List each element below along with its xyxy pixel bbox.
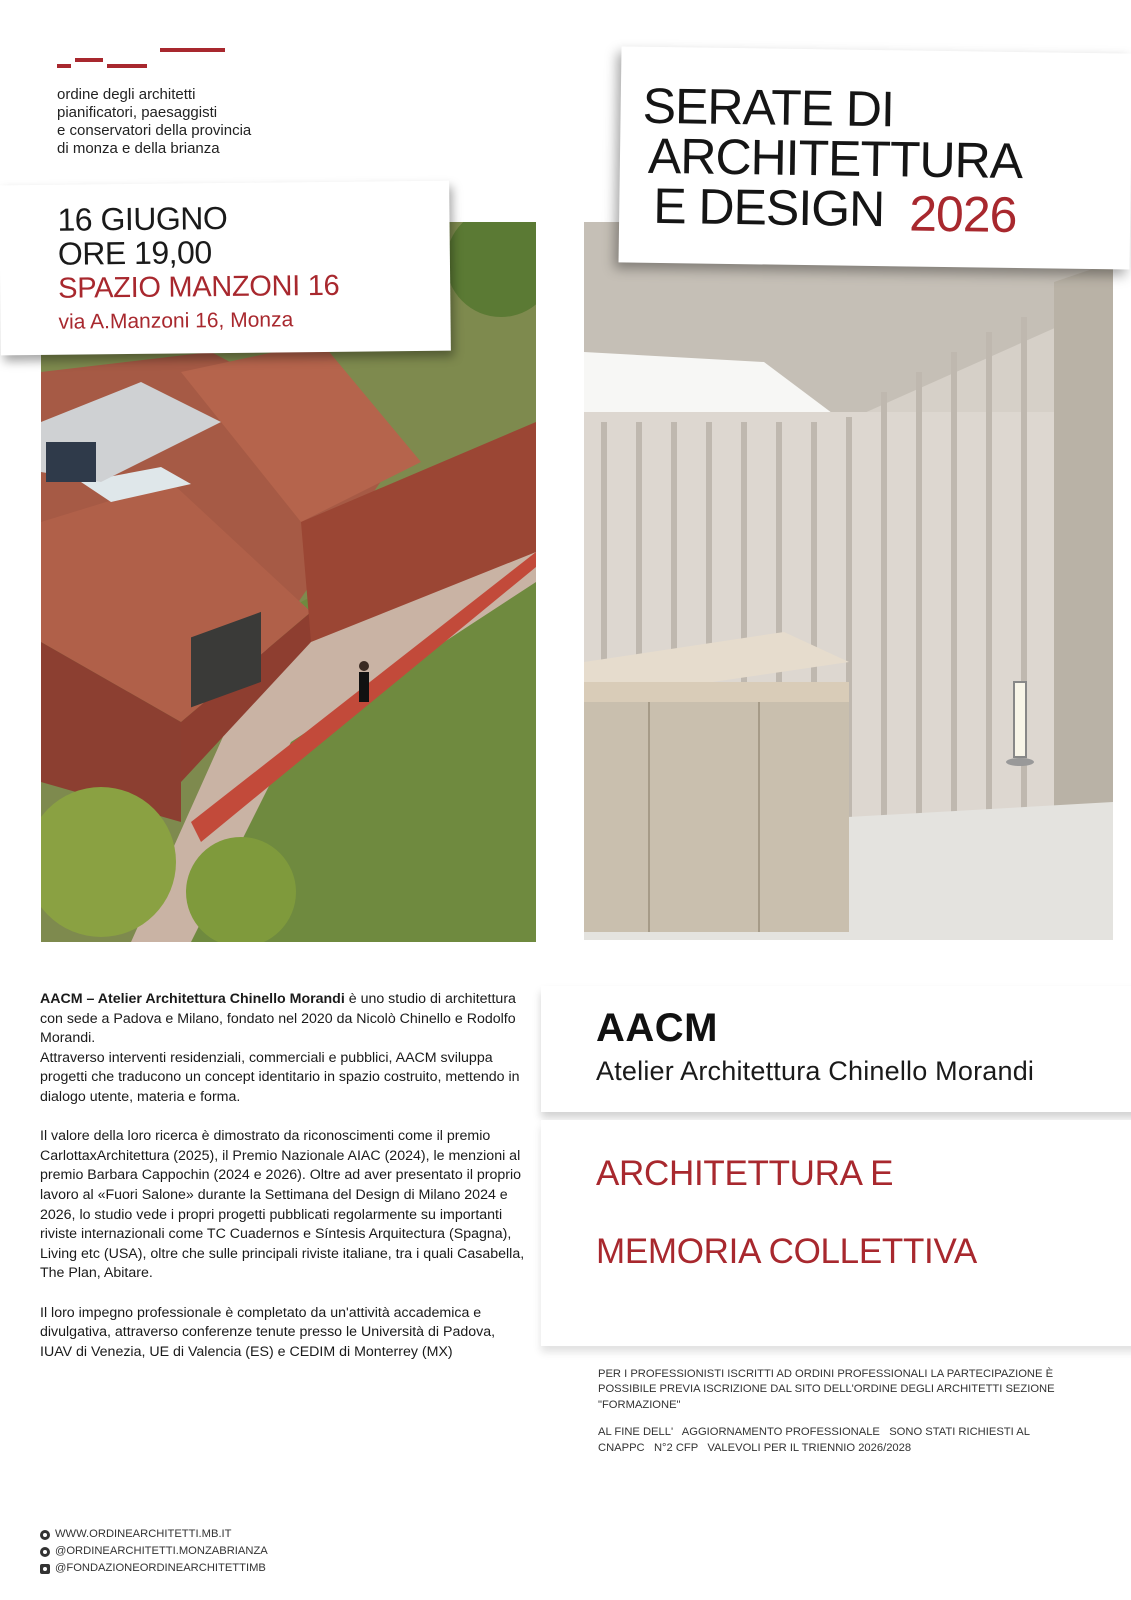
- org-line: di monza e della brianza: [57, 140, 220, 157]
- title-line-3: E DESIGN: [652, 177, 885, 238]
- paragraph-academic: Il loro impegno professionale è completato da un'attività accademica e divulgativa, attraverso conferenze tenute presso le Università di Padova, IUAV di Venezia, UE di Valencia (ES) e CEDIM di Monterrey (MX): [40, 1304, 496, 1360]
- event-time: ORE 19,00: [57, 234, 212, 272]
- org-line: pianificatori, paesaggisti: [57, 104, 218, 121]
- theme-panel: [541, 1120, 1131, 1346]
- title-line-2: ARCHITETTURA: [647, 127, 1023, 190]
- globe-icon: [40, 1530, 50, 1540]
- event-venue: SPAZIO MANZONI 16: [58, 269, 340, 305]
- title-year: 2026: [908, 185, 1017, 243]
- intro-text-2: Attraverso interventi residenziali, commerciali e pubblici, AACM sviluppa progetti che traducono un concept identitario in spazio costruito, mettendo in dialogo utente, materia e forma.: [40, 1049, 520, 1105]
- studio-description: [40, 990, 530, 1382]
- event-address: via A.Manzoni 16, Monza: [58, 308, 294, 334]
- instagram-icon: [40, 1564, 50, 1574]
- title-card: [619, 46, 1131, 269]
- studio-acronym: AACM: [596, 1006, 718, 1050]
- org-name: [57, 86, 251, 158]
- paragraph-awards: Il valore della loro ricerca è dimostrato da riconoscimenti come il premio CarlottaxArchitettura (2025), il Premio Nazionale AIAC (2024), le menzioni al premio Barbara Cappochin (2024 e 2026). Oltre ad aver presentato il proprio lavoro al «Fuori Salone» durante la Settimana del Design di Milano 2024 e 2026, lo studio vede i propri progetti pubblicati regolarmente su importanti riviste internazionali come TC Cuadernos e Síntesis Arquitectura (Spagna), Living etc (USA), oltre che sulle principali riviste italiane, tra i quali Casabella, The Plan, Abitare.: [40, 1128, 525, 1282]
- studio-full-name: Atelier Architettura Chinello Morandi: [596, 1056, 1035, 1086]
- interior-photo: [584, 222, 1113, 940]
- paragraph-intro: [40, 990, 530, 1108]
- intro-text: è uno studio di architettura con sede a Padova e Milano, fondato nel 2020 da Nicolò Chinello e Rodolfo Morandi.: [40, 991, 516, 1047]
- facebook-text: @ORDINEARCHITETTI.MONZABRIANZA: [55, 1545, 268, 1557]
- social-links: [40, 1526, 268, 1577]
- theme-line-1: ARCHITETTURA E: [596, 1154, 894, 1193]
- facebook-icon: [40, 1547, 50, 1557]
- logo-mark: [57, 48, 227, 70]
- event-date: 16 GIUGNO: [57, 199, 228, 238]
- website-link[interactable]: [40, 1526, 268, 1543]
- studio-name-panel: [541, 986, 1131, 1112]
- note-registration: PER I PROFESSIONISTI ISCRITTI AD ORDINI PROFESSIONALI LA PARTECIPAZIONE È POSSIBILE PREVIA ISCRIZIONE DAL SITO DELL'ORDINE DEGLI ARCHITETTI SEZIONE "FORMAZIONE": [598, 1368, 1055, 1411]
- instagram-text: @FONDAZIONEORDINEARCHITETTIMB: [55, 1562, 266, 1574]
- studio-name-bold: AACM – Atelier Architettura Chinello Morandi: [40, 991, 345, 1007]
- note-credits: AL FINE DELL' AGGIORNAMENTO PROFESSIONALE SONO STATI RICHIESTI AL CNAPPC N°2 CFP VALEVOLI PER IL TRIENNIO 2026/2028: [598, 1426, 1033, 1454]
- org-line: ordine degli architetti: [57, 86, 196, 103]
- website-text: WWW.ORDINEARCHITETTI.MB.IT: [55, 1528, 232, 1540]
- facebook-link[interactable]: [40, 1543, 268, 1560]
- theme-line-2: MEMORIA COLLETTIVA: [596, 1232, 977, 1271]
- instagram-link[interactable]: [40, 1560, 268, 1577]
- org-line: e conservatori della provincia: [57, 122, 252, 139]
- title-line-1: SERATE DI: [642, 77, 895, 138]
- event-info-card: [0, 181, 451, 356]
- participation-notes: [598, 1367, 1068, 1468]
